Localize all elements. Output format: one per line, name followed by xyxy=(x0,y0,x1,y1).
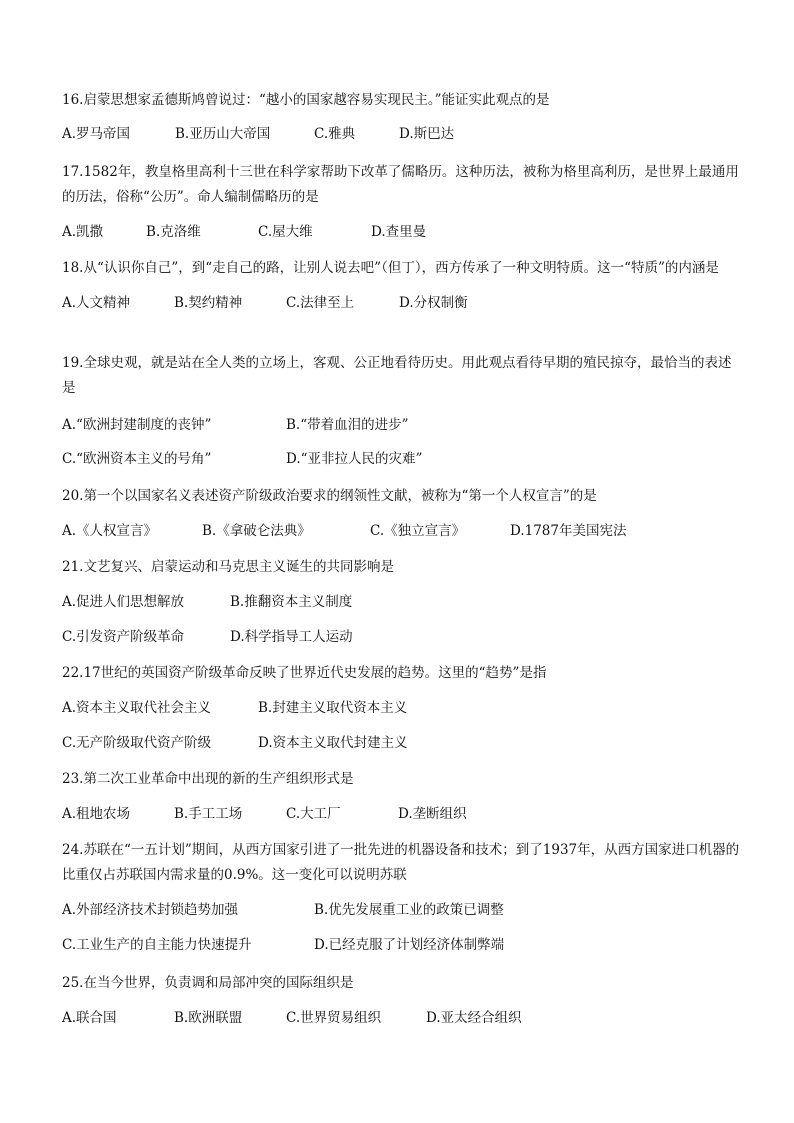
option-b[interactable]: B.优先发展重工业的政策已调整 xyxy=(314,902,504,918)
options-row xyxy=(62,220,742,242)
question-22 xyxy=(62,661,742,753)
option-d[interactable]: D.科学指导工人运动 xyxy=(230,629,353,645)
option-b[interactable]: B.“带着血泪的进步” xyxy=(286,417,409,433)
option-d[interactable]: D.亚太经合组织 xyxy=(426,1010,522,1026)
options-row xyxy=(62,291,742,313)
options-row xyxy=(62,1006,742,1028)
question-stem: 19.全球史观，就是站在全人类的立场上，客观、公正地看待历史。用此观点看待早期的殖民掠夺，最恰当的表述是 xyxy=(62,355,732,396)
question-stem: 24.苏联在“一五计划”期间，从西方国家引进了一批先进的机器设备和技术；到了1937年，从西方国家进口机器的比重仅占苏联国内需求量的0.9%。这一变化可以说明苏联 xyxy=(62,842,740,883)
option-b[interactable]: B.契约精神 xyxy=(174,295,243,311)
option-b[interactable]: B.封建主义取代资本主义 xyxy=(258,700,408,716)
question-stem: 25.在当今世界，负责调和局部冲突的国际组织是 xyxy=(62,975,354,991)
option-a[interactable]: A.《人权宣言》 xyxy=(62,523,158,539)
options-row xyxy=(62,519,742,541)
option-c[interactable]: C.工业生产的自主能力快速提升 xyxy=(62,937,252,953)
option-c[interactable]: C.屋大维 xyxy=(258,224,313,240)
options-row xyxy=(62,933,742,955)
option-c[interactable]: C.引发资产阶级革命 xyxy=(62,629,185,645)
option-a[interactable]: A.外部经济技术封锁趋势加强 xyxy=(62,902,239,918)
question-16 xyxy=(62,88,742,144)
option-c[interactable]: C.无产阶级取代资产阶级 xyxy=(62,735,212,751)
option-a[interactable]: A.促进人们思想解放 xyxy=(62,594,185,610)
question-24 xyxy=(62,838,742,955)
options-row xyxy=(62,413,742,435)
option-a[interactable]: A.资本主义取代社会主义 xyxy=(62,700,212,716)
question-stem: 18.从“认识你自己”，到“走自己的路，让别人说去吧”（但丁），西方传承了一种文明特质。这一“特质”的内涵是 xyxy=(62,260,719,276)
question-23 xyxy=(62,767,742,824)
option-c[interactable]: C.法律至上 xyxy=(286,295,355,311)
question-stem: 17.1582年，教皇格里高利十三世在科学家帮助下改革了儒略历。这种历法，被称为格里高利历，是世界上最通用的历法，俗称“公历”。命人编制儒略历的是 xyxy=(62,164,739,205)
question-19 xyxy=(62,351,742,469)
option-b[interactable]: B.推翻资本主义制度 xyxy=(230,594,353,610)
option-b[interactable]: B.欧洲联盟 xyxy=(174,1010,243,1026)
options-row xyxy=(62,696,742,718)
option-b[interactable]: B.《拿破仑法典》 xyxy=(202,523,311,539)
option-a[interactable]: A.凯撒 xyxy=(62,224,104,240)
options-row xyxy=(62,802,742,824)
option-b[interactable]: B.亚历山大帝国 xyxy=(175,126,271,142)
options-row xyxy=(62,122,742,144)
options-row xyxy=(62,447,742,469)
options-row xyxy=(62,731,742,753)
option-c[interactable]: C.世界贸易组织 xyxy=(286,1010,382,1026)
question-21 xyxy=(62,555,742,647)
option-d[interactable]: D.垄断组织 xyxy=(398,806,467,822)
option-d[interactable]: D.查里曼 xyxy=(371,224,427,240)
options-row xyxy=(62,590,742,612)
option-a[interactable]: A.联合国 xyxy=(62,1010,117,1026)
option-c[interactable]: C.大工厂 xyxy=(286,806,341,822)
question-17 xyxy=(62,160,742,242)
option-a[interactable]: A.人文精神 xyxy=(62,295,131,311)
option-c[interactable]: C.《独立宣言》 xyxy=(370,523,466,539)
option-d[interactable]: D.“亚非拉人民的灾难” xyxy=(286,451,423,467)
option-c[interactable]: C.雅典 xyxy=(314,126,356,142)
option-d[interactable]: D.分权制衡 xyxy=(399,295,468,311)
option-d[interactable]: D.资本主义取代封建主义 xyxy=(258,735,408,751)
question-stem: 20.第一个以国家名义表述资产阶级政治要求的纲领性文献，被称为“第一个人权宣言”的是 xyxy=(62,488,597,504)
question-18 xyxy=(62,256,742,313)
options-row xyxy=(62,625,742,647)
option-d[interactable]: D.1787年美国宪法 xyxy=(510,523,627,539)
options-row xyxy=(62,898,742,920)
question-20 xyxy=(62,484,742,541)
option-c[interactable]: C.“欧洲资本主义的号角” xyxy=(62,451,212,467)
option-b[interactable]: B.克洛维 xyxy=(146,224,201,240)
option-a[interactable]: A.租地农场 xyxy=(62,806,131,822)
option-d[interactable]: D.斯巴达 xyxy=(399,126,455,142)
question-stem: 22.17世纪的英国资产阶级革命反映了世界近代史发展的趋势。这里的“趋势”是指 xyxy=(62,665,547,681)
option-b[interactable]: B.手工工场 xyxy=(174,806,243,822)
question-25 xyxy=(62,971,742,1028)
option-a[interactable]: A.“欧洲封建制度的丧钟” xyxy=(62,417,212,433)
question-stem: 23.第二次工业革命中出现的新的生产组织形式是 xyxy=(62,771,354,787)
question-stem: 21.文艺复兴、启蒙运动和马克思主义诞生的共同影响是 xyxy=(62,559,394,575)
option-a[interactable]: A.罗马帝国 xyxy=(62,126,131,142)
option-d[interactable]: D.已经克服了计划经济体制弊端 xyxy=(314,937,505,953)
question-stem: 16.启蒙思想家孟德斯鸠曾说过：“越小的国家越容易实现民主。”能证实此观点的是 xyxy=(62,92,550,108)
